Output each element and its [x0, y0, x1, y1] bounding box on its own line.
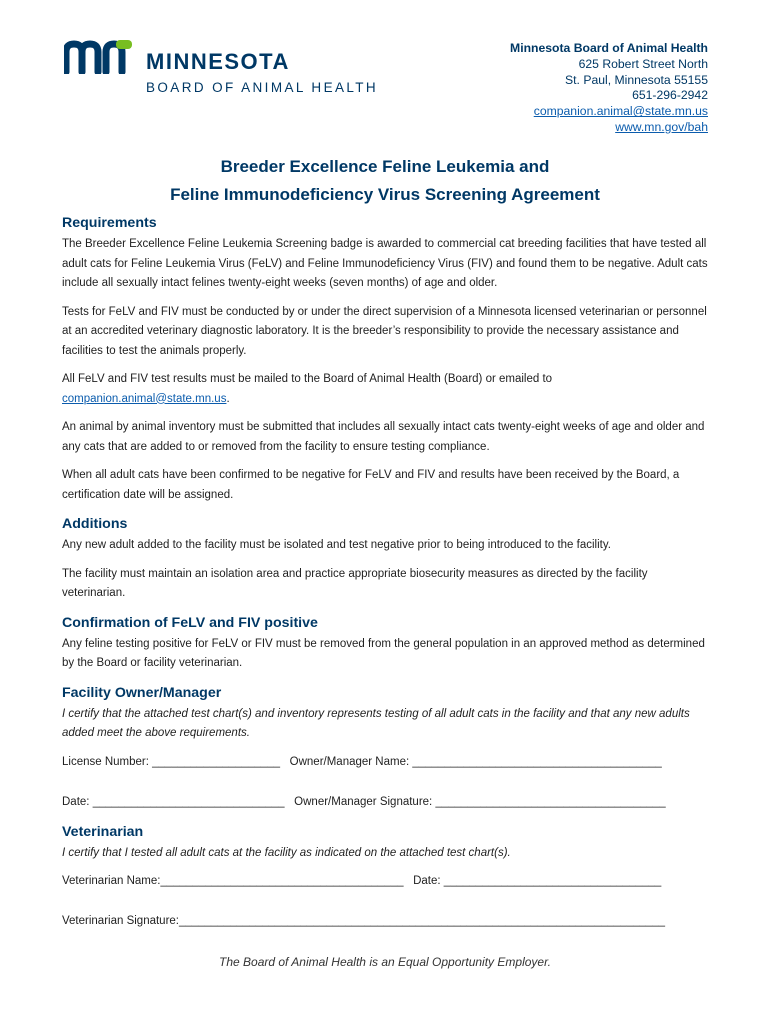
contact-web-link[interactable]: www.mn.gov/bah [615, 119, 708, 134]
confirmation-paragraph-1: Any feline testing positive for FeLV or FIV must be removed from the general population in an approved method as determined by the Board or facility veterinarian. [62, 637, 705, 669]
requirements-paragraph-4: An animal by animal inventory must be submitted that includes all sexually intact cats twenty-eight weeks of age and older and any cats that are added to or removed from the facility to ensure testing compliance. [62, 421, 705, 453]
owner-heading: Facility Owner/Manager [62, 684, 222, 701]
owner-date-field[interactable]: ______________________________ [92, 795, 285, 808]
email-link[interactable]: companion.animal@state.mn.us [62, 392, 227, 405]
owner-row-2 [62, 793, 710, 812]
contact-email-link[interactable]: companion.animal@state.mn.us [533, 104, 708, 119]
veterinarian-heading: Veterinarian [62, 823, 144, 840]
contact-city: St. Paul, Minnesota 55155 [565, 72, 708, 87]
logo-wordmark: MINNESOTA [146, 49, 290, 74]
contact-block [510, 41, 708, 136]
document-body [62, 215, 710, 931]
footer-note: The Board of Animal Health is an Equal Opportunity Employer. [219, 955, 551, 969]
owner-statement: I certify that the attached test chart(s) and inventory represents testing of all adult cats in the facility and that any new adults added meet the above requirements. [62, 707, 690, 739]
owner-signature-field[interactable]: ____________________________________ [435, 795, 666, 808]
requirements-paragraph-3 [62, 370, 710, 409]
requirements-p3-end: . [226, 392, 230, 405]
owner-date-label: Date: [62, 795, 90, 808]
contact-org: Minnesota Board of Animal Health [510, 41, 708, 55]
owner-signature-label: Owner/Manager Signature: [294, 795, 433, 808]
requirements-paragraph-2: Tests for FeLV and FIV must be conducted by or under the direct supervision of a Minnesota licensed veterinarian or personnel at an accredited veterinary diagnostic laboratory. It is the breeder’s responsibility to provide the necessary assistance and facilities to test the animals properly. [62, 305, 707, 357]
confirmation-heading: Confirmation of FeLV and FIV positive [62, 614, 318, 631]
requirements-heading: Requirements [62, 215, 157, 231]
vet-name-label: Veterinarian Name: [62, 875, 161, 887]
vet-signature-label: Veterinarian Signature: [62, 915, 179, 927]
logo-subtitle: BOARD OF ANIMAL HEALTH [146, 80, 379, 95]
veterinarian-statement: I certify that I tested all adult cats at the facility as indicated on the attached test chart(s). [62, 846, 511, 859]
additions-paragraph-2: The facility must maintain an isolation area and practice appropriate biosecurity measures as directed by the facility veterinarian. [62, 567, 648, 599]
title-line-2: Feline Immunodeficiency Virus Screening Agreement [170, 185, 600, 204]
requirements-paragraph-1: The Breeder Excellence Feline Leukemia Screening badge is awarded to commercial cat breeding facilities that have tested all adult cats for Feline Leukemia Virus (FeLV) and Feline Immunodeficiency Virus (FIV) and found them to be negative. Adult cats include all sexually intact felines twenty-eight weeks (seven months) of age and older. [62, 238, 708, 289]
license-number-label: License Number: [62, 755, 149, 768]
additions-paragraph-1: Any new adult added to the facility must be isolated and test negative prior to being introduced to the facility. [62, 539, 611, 551]
owner-name-label: Owner/Manager Name: [289, 755, 410, 768]
vet-row-1 [62, 872, 710, 891]
contact-street: 625 Robert Street North [578, 56, 708, 71]
vet-name-field[interactable]: ______________________________________ [160, 875, 404, 887]
vet-date-label: Date: [413, 875, 441, 887]
vet-signature-field[interactable]: ____________________________________________________________________________ [179, 915, 666, 927]
mn-logo-mark-icon [64, 40, 134, 74]
owner-name-field[interactable]: _______________________________________ [412, 755, 662, 768]
requirements-paragraph-5: When all adult cats have been confirmed to be negative for FeLV and FIV and results have been received by the Board, a certification date will be assigned. [62, 469, 680, 501]
license-number-field[interactable]: ____________________ [152, 755, 281, 768]
requirements-p3-text: All FeLV and FIV test results must be mailed to the Board of Animal Health (Board) or emailed to [62, 373, 553, 385]
title-line-1: Breeder Excellence Feline Leukemia and [220, 157, 550, 176]
vet-date-field[interactable]: __________________________________ [443, 875, 662, 887]
vet-row-2 [62, 912, 710, 931]
contact-phone: 651-296-2942 [632, 88, 708, 103]
owner-row-1 [62, 753, 710, 772]
additions-heading: Additions [62, 516, 128, 532]
document-title [0, 153, 770, 209]
mn-logo [64, 40, 394, 100]
